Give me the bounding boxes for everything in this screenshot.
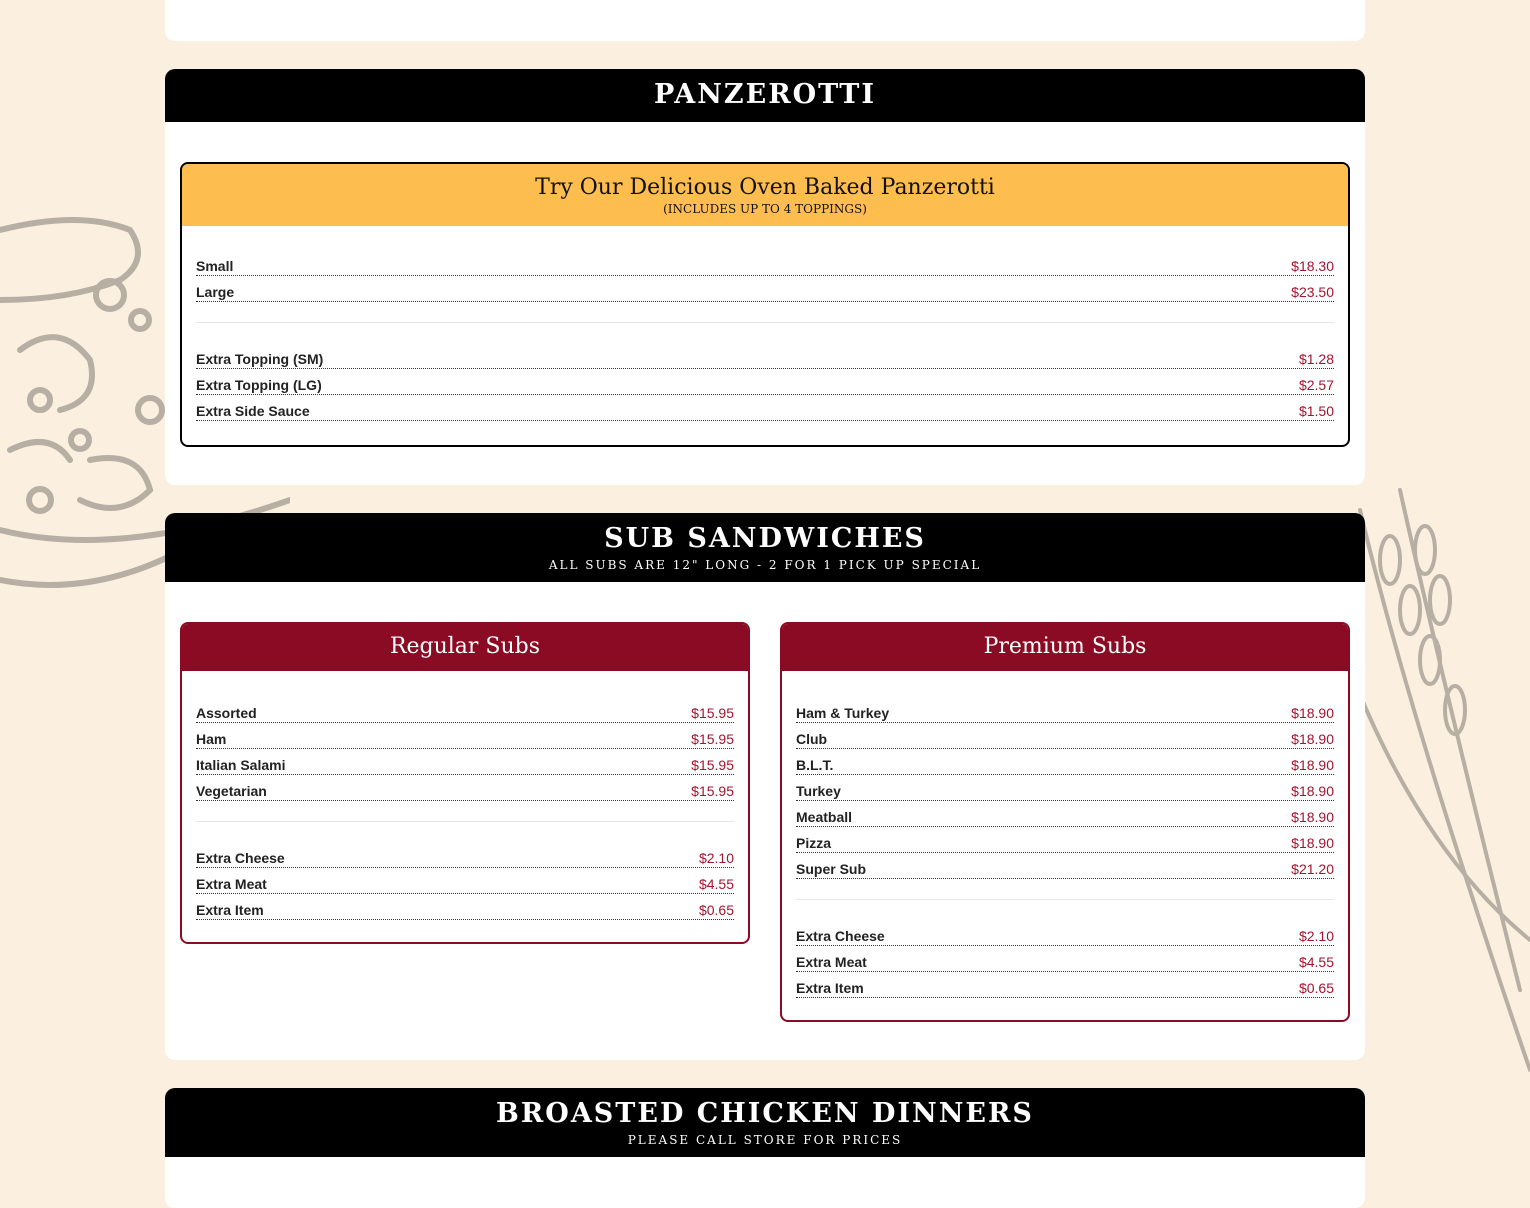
item-name: Extra Item: [796, 980, 864, 996]
panzerotti-header: [165, 69, 1365, 122]
item-name: Meatball: [796, 809, 853, 825]
chicken-header: [165, 1088, 1365, 1157]
premium-subs-card: [780, 622, 1350, 1022]
menu-row: [196, 842, 734, 868]
broasted-chicken-section: [165, 1088, 1365, 1208]
menu-row: [196, 894, 734, 920]
menu-row: [796, 853, 1334, 879]
item-price: $0.65: [698, 902, 734, 918]
item-price: $2.57: [1298, 377, 1334, 393]
item-name: Extra Meat: [796, 954, 867, 970]
menu-row: [796, 920, 1334, 946]
menu-row: [196, 868, 734, 894]
menu-row: [196, 775, 734, 801]
item-price: $4.55: [1298, 954, 1334, 970]
item-price: $18.90: [1291, 705, 1334, 721]
item-price: $2.10: [1298, 928, 1334, 944]
item-price: $4.55: [698, 876, 734, 892]
menu-row: [796, 749, 1334, 775]
subs-header: [165, 513, 1365, 582]
menu-row: [796, 775, 1334, 801]
menu-row: [196, 276, 1334, 302]
item-name: Ham & Turkey: [796, 705, 890, 721]
divider: [196, 322, 1334, 323]
section-title: SUB SANDWICHES: [604, 523, 926, 554]
menu-row: [796, 697, 1334, 723]
panzerotti-card: [180, 162, 1350, 447]
premium-subs-header: [782, 624, 1348, 671]
menu-row: [796, 801, 1334, 827]
item-price: $1.50: [1298, 403, 1334, 419]
item-name: Assorted: [196, 705, 257, 721]
item-name: Extra Meat: [196, 876, 267, 892]
item-name: Small: [196, 258, 234, 274]
menu-row: [796, 723, 1334, 749]
item-price: $0.65: [1298, 980, 1334, 996]
card-note: (INCLUDES UP TO 4 TOPPINGS): [663, 202, 867, 216]
item-name: Extra Side Sauce: [196, 403, 310, 419]
menu-row: [196, 369, 1334, 395]
regular-subs-card: [180, 622, 750, 944]
item-price: $23.50: [1291, 284, 1334, 300]
section-title: BROASTED CHICKEN DINNERS: [496, 1098, 1034, 1129]
menu-row: [196, 749, 734, 775]
item-name: Vegetarian: [196, 783, 267, 799]
menu-row: [196, 343, 1334, 369]
item-price: $18.90: [1291, 757, 1334, 773]
divider: [196, 821, 734, 822]
menu-row: [196, 395, 1334, 421]
item-price: $15.95: [691, 757, 734, 773]
item-price: $18.90: [1291, 783, 1334, 799]
item-name: Italian Salami: [196, 757, 286, 773]
item-name: Extra Cheese: [196, 850, 285, 866]
panzerotti-card-header: [182, 164, 1348, 226]
item-price: $15.95: [691, 705, 734, 721]
menu-row: [196, 723, 734, 749]
previous-section-panel: [165, 0, 1365, 41]
menu-row: [796, 946, 1334, 972]
panzerotti-section: [165, 69, 1365, 485]
card-title: Regular Subs: [389, 634, 541, 659]
item-price: $1.28: [1298, 351, 1334, 367]
item-name: Turkey: [796, 783, 841, 799]
section-subtitle: ALL SUBS ARE 12" LONG - 2 FOR 1 PICK UP SPECIAL: [548, 558, 982, 572]
item-price: $15.95: [691, 731, 734, 747]
item-name: Pizza: [796, 835, 832, 851]
item-price: $18.30: [1291, 258, 1334, 274]
item-price: $15.95: [691, 783, 734, 799]
divider: [796, 899, 1334, 900]
item-name: Ham: [196, 731, 227, 747]
item-name: Club: [796, 731, 828, 747]
item-name: Extra Cheese: [796, 928, 885, 944]
item-name: Large: [196, 284, 235, 300]
sub-sandwiches-section: [165, 513, 1365, 1060]
item-name: B.L.T.: [796, 757, 834, 773]
item-price: $2.10: [698, 850, 734, 866]
item-name: Extra Item: [196, 902, 264, 918]
menu-row: [196, 250, 1334, 276]
item-price: $18.90: [1291, 835, 1334, 851]
item-name: Super Sub: [796, 861, 867, 877]
section-subtitle: PLEASE CALL STORE FOR PRICES: [627, 1133, 903, 1147]
menu-row: [796, 827, 1334, 853]
item-price: $18.90: [1291, 809, 1334, 825]
menu-row: [196, 697, 734, 723]
item-price: $18.90: [1291, 731, 1334, 747]
section-title: PANZEROTTI: [653, 79, 877, 110]
regular-subs-header: [182, 624, 748, 671]
item-price: $21.20: [1291, 861, 1334, 877]
item-name: Extra Topping (SM): [196, 351, 324, 367]
menu-row: [796, 972, 1334, 998]
item-name: Extra Topping (LG): [196, 377, 322, 393]
card-title: Premium Subs: [983, 634, 1147, 659]
card-title: Try Our Delicious Oven Baked Panzerotti: [535, 175, 995, 200]
